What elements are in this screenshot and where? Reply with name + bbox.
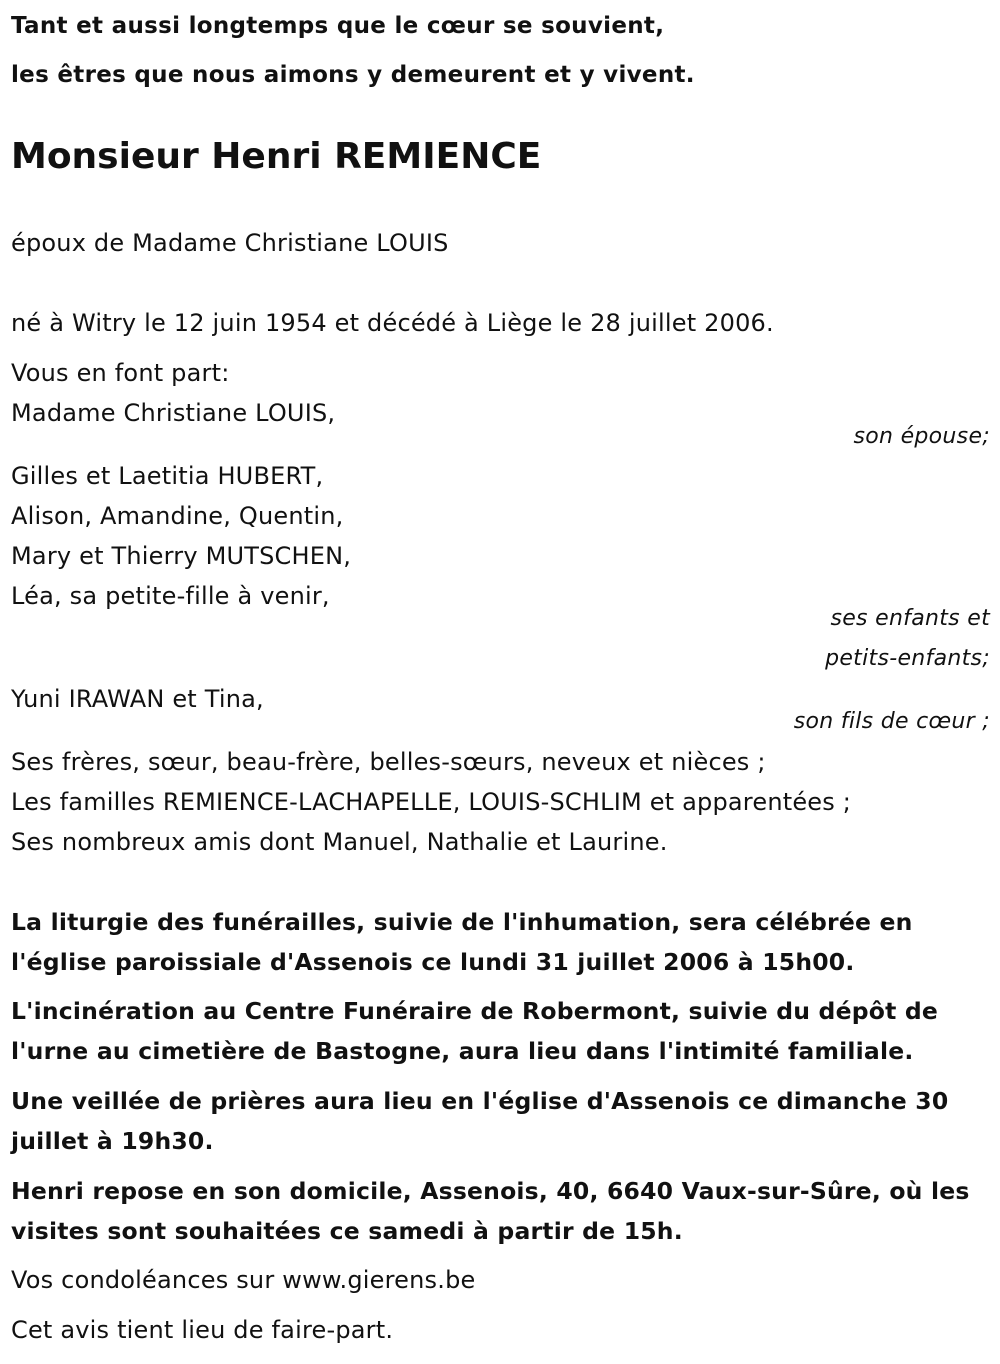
heart-son-name: Yuni IRAWAN et Tina, bbox=[11, 685, 264, 713]
vigil-notice-line: juillet à 19h30. bbox=[11, 1127, 214, 1155]
spouse-role: son épouse; bbox=[853, 424, 990, 449]
child-line: Mary et Thierry MUTSCHEN, bbox=[11, 542, 352, 570]
extended-family-line: Ses frères, sœur, beau-frère, belles-sœurs, neveux et nièces ; bbox=[11, 748, 766, 776]
cremation-notice-line: L'incinération au Centre Funéraire de Robermont, suivie du dépôt de bbox=[11, 997, 939, 1025]
extended-family-line: Ses nombreux amis dont Manuel, Nathalie et Laurine. bbox=[11, 828, 668, 856]
children-role-line-1: ses enfants et bbox=[830, 606, 990, 631]
family-intro: Vous en font part: bbox=[11, 359, 230, 387]
heart-son-role: son fils de cœur ; bbox=[793, 709, 990, 734]
quote-line-2: les êtres que nous aimons y demeurent et y vivent. bbox=[11, 62, 695, 88]
birth-death-dates: né à Witry le 12 juin 1954 et décédé à Liège le 28 juillet 2006. bbox=[11, 309, 774, 337]
children-role-line-2: petits-enfants; bbox=[825, 646, 990, 671]
child-line: Léa, sa petite-fille à venir, bbox=[11, 582, 330, 610]
funeral-notice-line: La liturgie des funérailles, suivie de l'inhumation, sera célébrée en bbox=[11, 908, 913, 936]
spouse-name: Madame Christiane LOUIS, bbox=[11, 399, 336, 427]
child-line: Gilles et Laetitia HUBERT, bbox=[11, 462, 324, 490]
visitation-notice-line: visites sont souhaitées ce samedi à partir de 15h. bbox=[11, 1217, 683, 1245]
deceased-name: Monsieur Henri REMIENCE bbox=[11, 136, 542, 177]
vigil-notice-line: Une veillée de prières aura lieu en l'église d'Assenois ce dimanche 30 bbox=[11, 1087, 949, 1115]
child-line: Alison, Amandine, Quentin, bbox=[11, 502, 344, 530]
visitation-notice-line: Henri repose en son domicile, Assenois, 40, 6640 Vaux-sur-Sûre, où les bbox=[11, 1177, 970, 1205]
cremation-notice-line: l'urne au cimetière de Bastogne, aura lieu dans l'intimité familiale. bbox=[11, 1037, 914, 1065]
quote-line-1: Tant et aussi longtemps que le cœur se souvient, bbox=[11, 13, 665, 39]
announcement-line: Cet avis tient lieu de faire-part. bbox=[11, 1316, 394, 1344]
spouse-line: époux de Madame Christiane LOUIS bbox=[11, 229, 449, 257]
extended-family-line: Les familles REMIENCE-LACHAPELLE, LOUIS-SCHLIM et apparentées ; bbox=[11, 788, 852, 816]
condolences-line: Vos condoléances sur www.gierens.be bbox=[11, 1266, 476, 1294]
funeral-notice-line: l'église paroissiale d'Assenois ce lundi 31 juillet 2006 à 15h00. bbox=[11, 948, 855, 976]
